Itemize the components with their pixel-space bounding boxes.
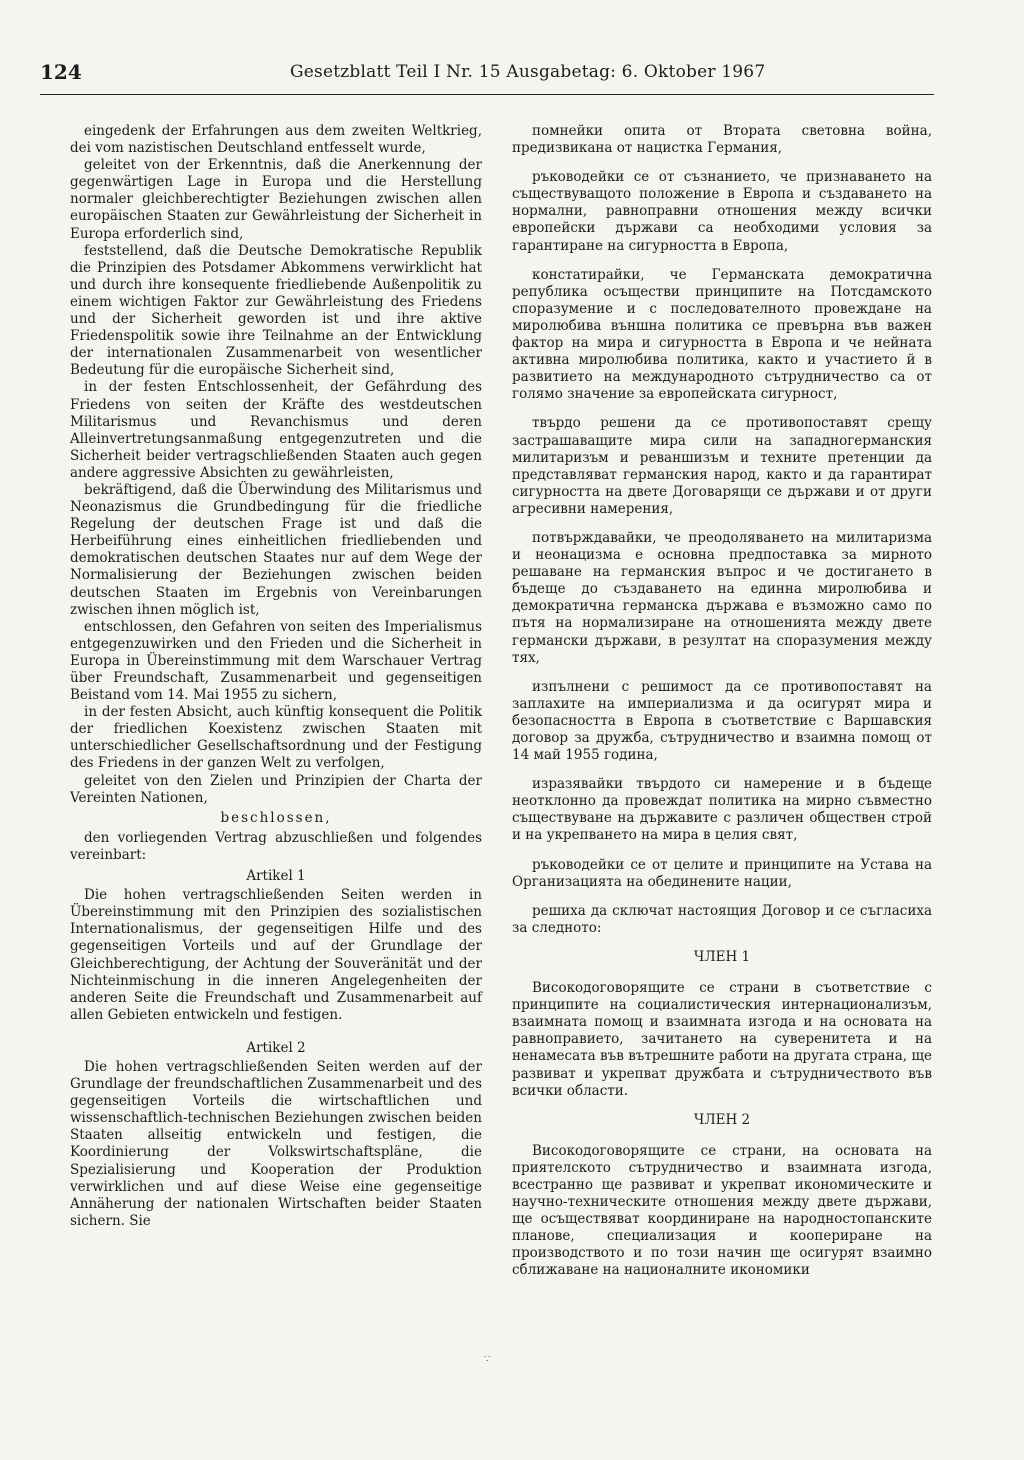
preamble-paragraph: entschlossen, den Gefahren von seiten des Imperialismus entgegenzuwirken und den Frieden und die Sicherheit in Europa in Übereinstimmung mit dem Warschauer Vertrag über Freundschaft, Zusammenarbeit und gegenseitigen Beistand vom 14. Mai 1955 zu sichern, [70,618,482,704]
article-2-text: Високодоговорящите се страни, на основата на приятелското сътрудничество и взаимната изгода, всестранно ще развиват и укрепват икономическите и научно-техническите отношения между двете държави, ще осъществяват координиране на народностопанските планове, специализация и коопериране на производството и по този начин ще осигурят взаимно сближаване на националните икономики [512,1142,932,1279]
preamble-paragraph: ръководейки се от съзнанието, че признаването на съществуващото положение в Европа и създаването на нормални, равноправни отношения между всички европейски държави са необходими условия за гарантиране на сигурността в Европа, [512,169,932,254]
article-2-text: Die hohen vertragschließenden Seiten werden auf der Grundlage der freundschaftlichen Zusammenarbeit und des gegenseitigen Vorteils die wirtschaftlichen und wissenschaftlich-technischen Beziehungen zwischen beiden Staaten allseitig entwickeln und festigen, die Koordinierung der Volkswirtschaftspläne, die Spezialisierung und Kooperation der Produktion verwirklichen und auf diese Weise eine gegenseitige Annäherung der nationalen Wirtschaften beider Staaten sichern. Sie [70,1058,482,1229]
preamble-paragraph: констатирайки, че Германската демократична република осъществи принципите на Потсдамското споразумение и с последователното провеждане на миролюбива външна политика се превърна във важен фактор на мира и сигурността в Европа и че нейната активна миролюбива политика, както и участието й в развитието на международното сътрудничество са от голямо значение за европейската сигурност, [512,266,932,403]
preamble-paragraph: потвърждавайки, че преодоляването на милитаризма и неонацизма е основна предпоставка за мирното решаване на германския въпрос и че достигането в бъдеще до създаването на единна миролюбива и демократична германска държава е възможно само по пътя на нормализиране на отношенията между двете германски държави, в резултат на споразумения между тях, [512,529,932,666]
bulgarian-column [512,123,932,1286]
article-1-text: Die hohen vertragschließenden Seiten werden in Übereinstimmung mit den Prinzipien des sozialistischen Internationalismus, der gegenseitigen Hilfe und des gegenseitigen Vorteils und auf der Grundlage der Gleichberechtigung, der Achtung der Souveränität und der Nichteinmischung in die inneren Angelegenheiten der anderen Seite die Freundschaft und Zusammenarbeit auf allen Gebieten entwickeln und festigen. [70,887,482,1023]
preamble-paragraph: твърдо решени да се противопоставят срещу застрашаващите мира сили на западногерманския милитаризъм и реваншизъм и техните претенции да представляват германския народ, както и да гарантират сигурността на двете Договарящи се държави и от други агресивни намерения, [512,415,932,517]
preamble-paragraph: изпълнени с решимост да се противопоставят на заплахите на империализма и да осигурят мира и безопасността в Европа в съответствие с Варшавския договор за дружба, сътрудничество и взаимна помощ от 14 май 1955 година, [512,678,932,764]
preamble-paragraph: geleitet von den Zielen und Prinzipien der Charta der Vereinten Nationen, [70,772,482,806]
page-header [40,58,934,95]
page-number: 124 [40,60,82,84]
preamble-paragraph: in der festen Absicht, auch künftig konsequent die Politik der friedlichen Koexistenz zwischen Staaten mit unterschiedlicher Gesellschaftsordnung und der Festigung des Friedens in der ganzen Welt zu verfolgen, [70,704,482,772]
preamble-paragraph: geleitet von der Erkenntnis, daß die Anerkennung der gegenwärtigen Lage in Europa und die Herstellung normaler gleichberechtigter Beziehungen zwischen allen europäischen Staaten zur Gewährleistung der Sicherheit in Europa erforderlich sind, [70,157,482,242]
page-speck: ∵ [484,1354,491,1365]
article-2-title: Artikel 2 [246,1039,306,1056]
article-1-title: ЧЛЕН 1 [693,948,751,965]
article-1-text: Високодоговорящите се страни в съответствие с принципите на социалистическия интернационализъм, взаимната помощ и взаимната изгода и на основата на равноправието, зачитането на суверенитета и на ненамесата във вътрешните работи на другата страна, ще развиват и укрепват дружбата и сътрудничеството във всички области. [512,980,932,1099]
preamble-paragraph: изразявайки твърдото си намерение и в бъдеще неотклонно да провеждат политика на мирно съвместно съществуване на държавите с различен обществен строй и на укрепването на мира в целия свят, [512,776,932,844]
preamble-paragraph: in der festen Entschlossenheit, der Gefährdung des Friedens von seiten der Kräfte des westdeutschen Militarismus und Revanchismus und deren Alleinvertretungsanmaßung entgegenzutreten und die Sicherheit beider vertragschließenden Staaten auch gegen andere aggressive Absichten zu gewährleisten, [70,379,482,481]
preamble-paragraph: ръководейки се от целите и принципите на Устава на Организацията на обединените нации, [512,856,932,890]
preamble-paragraph: feststellend, daß die Deutsche Demokratische Republik die Prinzipien des Potsdamer Abkommens verwirklicht hat und durch ihre konsequente friedliebende Außenpolitik zu einem wichtigen Faktor zur Gewährleistung des Friedens und der Sicherheit geworden ist und ihre aktive Friedenspolitik sowie ihre Teilnahme an der Entwicklung der internationalen Zusammenarbeit von wesentlicher Bedeutung für die europäische Sicherheit sind, [70,242,482,379]
preamble-paragraph: eingedenk der Erfahrungen aus dem zweiten Weltkrieg, dei vom nazistischen Deutschland entfesselt wurde, [70,123,482,157]
header-title: Gesetzblatt Teil I Nr. 15 Ausgabetag: 6. Oktober 1967 [290,62,766,82]
article-1-title: Artikel 1 [246,868,306,885]
preamble-paragraph: помнейки опита от Втората световна война, предизвикана от нацистка Германия, [512,123,932,157]
resolved-heading: beschlossen, [220,809,332,826]
german-column [70,123,482,1230]
preamble-paragraph: bekräftigend, daß die Überwindung des Militarismus und Neonazismus die Grundbedingung für die friedliche Regelung der deutschen Frage ist und daß die Herbeiführung eines einheitlichen friedliebenden und demokratischen deutschen Staates nur auf dem Wege der Normalisierung der Beziehungen zwischen beiden deutschen Staaten im Ergebnis von Vereinbarungen zwischen ihnen möglich ist, [70,481,482,618]
preamble-paragraph: решиха да сключат настоящия Договор и се съгласиха за следното: [512,902,932,936]
agreement-paragraph: den vorliegenden Vertrag abzuschließen und folgendes vereinbart: [70,829,482,863]
article-2-title: ЧЛЕН 2 [693,1111,751,1128]
